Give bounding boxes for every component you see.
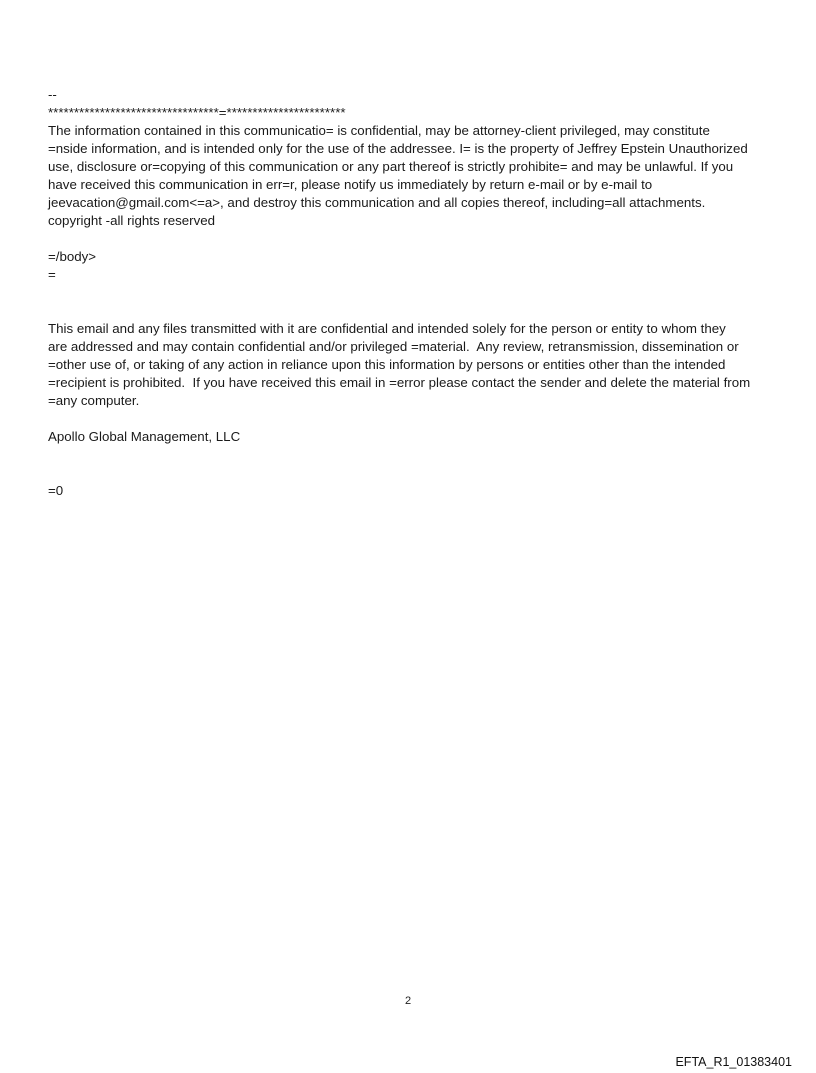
notice-1-line: copyright -all rights reserved (48, 213, 216, 228)
notice-2-line: =other use of, or taking of any action in reliance upon this information by persons or entities other than the intended (48, 357, 726, 372)
page-number: 2 (404, 995, 412, 1007)
trailer-text: =0 (48, 483, 64, 498)
notice-1-line: have received this communication in err=r, please notify us immediately by return e-mail or by e-mail to (48, 177, 653, 192)
company-name: Apollo Global Management, LLC (48, 429, 241, 444)
separator-dash: -- (48, 87, 57, 102)
confidentiality-notice-2 (48, 320, 778, 410)
notice-1-line: jeevacation@gmail.com<=a>, and destroy this communication and all copies thereof, including=all attachments. (48, 195, 706, 210)
notice-1-line: The information contained in this communicatio= is confidential, may be attorney-client privileged, may constitute (48, 123, 710, 138)
notice-2-line: are addressed and may contain confidential and/or privileged =material. Any review, retransmission, dissemination or (48, 339, 739, 354)
document-id: EFTA_R1_01383401 (675, 1055, 792, 1069)
notice-1-line: =nside information, and is intended only for the use of the addressee. I= is the property of Jeffrey Epstein Unauthorized (48, 141, 748, 156)
confidentiality-notice-1 (48, 122, 778, 230)
notice-2-line: This email and any files transmitted with it are confidential and intended solely for the person or entity to whom they (48, 321, 726, 336)
email-body (48, 86, 778, 500)
notice-2-line: =recipient is prohibited. If you have received this email in =error please contact the sender and delete the material from (48, 375, 751, 390)
separator-stars: *********************************=*********************** (48, 105, 346, 120)
notice-2-line: =any computer. (48, 393, 140, 408)
body-tag-text: =/body> (48, 249, 97, 264)
equals-line: = (48, 267, 56, 282)
notice-1-line: use, disclosure or=copying of this communication or any part thereof is strictly prohibite= and may be unlawful. If you (48, 159, 734, 174)
